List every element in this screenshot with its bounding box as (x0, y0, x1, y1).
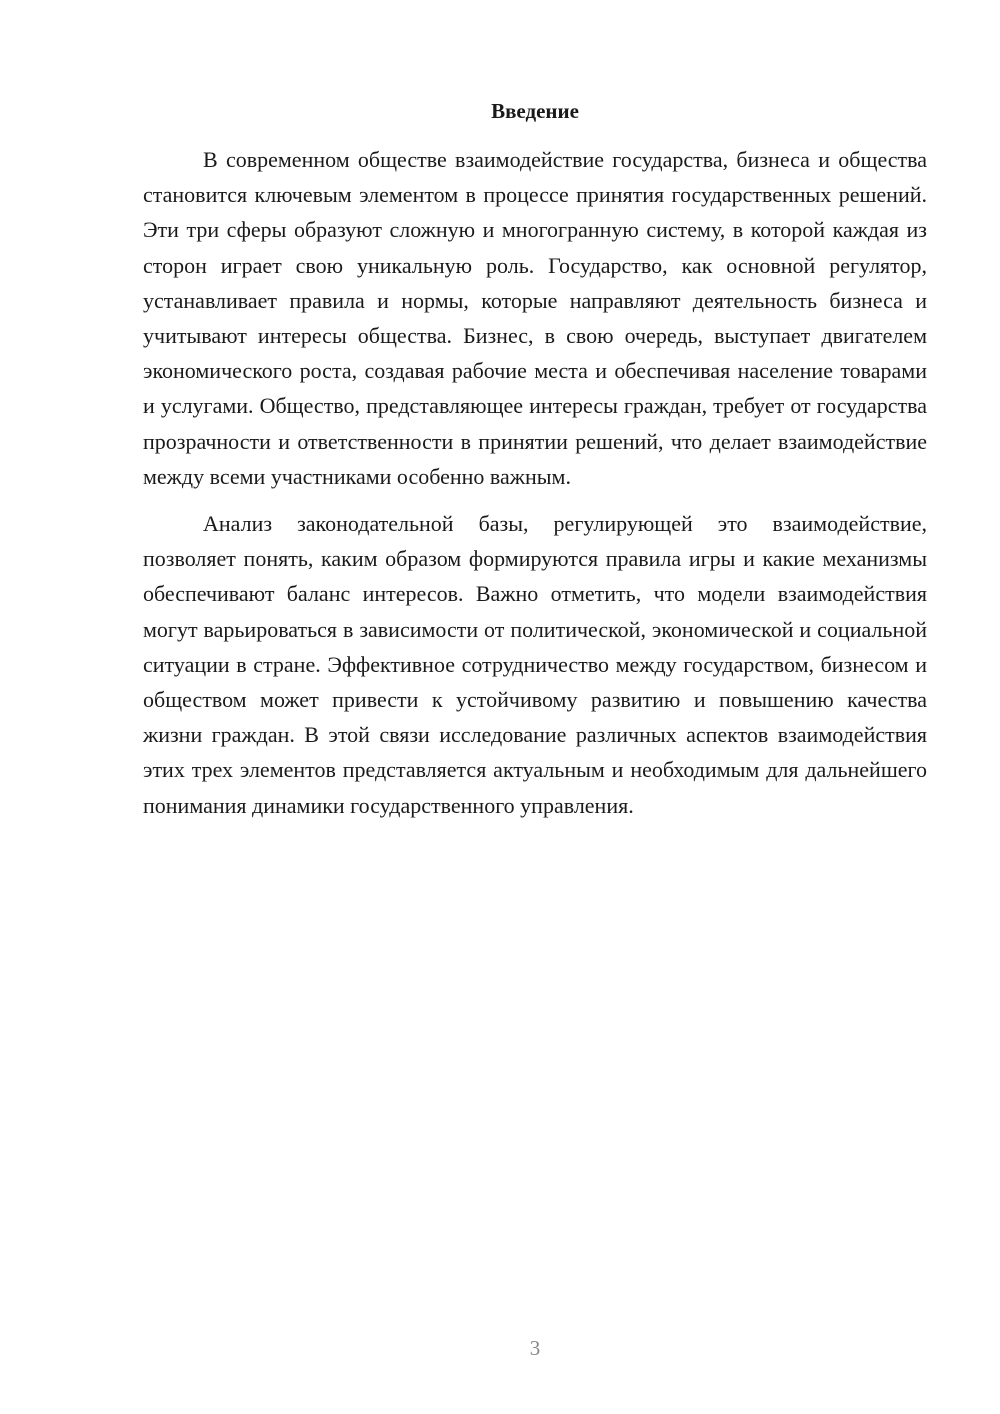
paragraph-1: В современном обществе взаимодействие государства, бизнеса и общества становится ключевым элементом в процессе принятия государственных решений. Эти три сферы образуют сложную и многогранную систему, в которой каждая из сторон играет свою уникальную роль. Государство, как основной регулятор, устанавливает правила и нормы, которые направляют деятельность бизнеса и учитывают интересы общества. Бизнес, в свою очередь, выступает двигателем экономического роста, создавая рабочие места и обеспечивая население товарами и услугами. Общество, представляющее интересы граждан, требует от государства прозрачности и ответственности в принятии решений, что делает взаимодействие между всеми участниками особенно важным. (143, 147, 927, 489)
section-title: Введение (491, 99, 579, 123)
paragraph-2: Анализ законодательной базы, регулирующей это взаимодействие, позволяет понять, каким образом формируются правила игры и какие механизмы обеспечивают баланс интересов. Важно отметить, что модели взаимодействия могут варьироваться в зависимости от политической, экономической и социальной ситуации в стране. Эффективное сотрудничество между государством, бизнесом и обществом может привести к устойчивому развитию и повышению качества жизни граждан. В этой связи исследование различных аспектов взаимодействия этих трех элементов представляется актуальным и необходимым для дальнейшего понимания динамики государственного управления. (143, 511, 927, 818)
body-text (143, 142, 927, 823)
page-number: 3 (529, 1336, 541, 1360)
